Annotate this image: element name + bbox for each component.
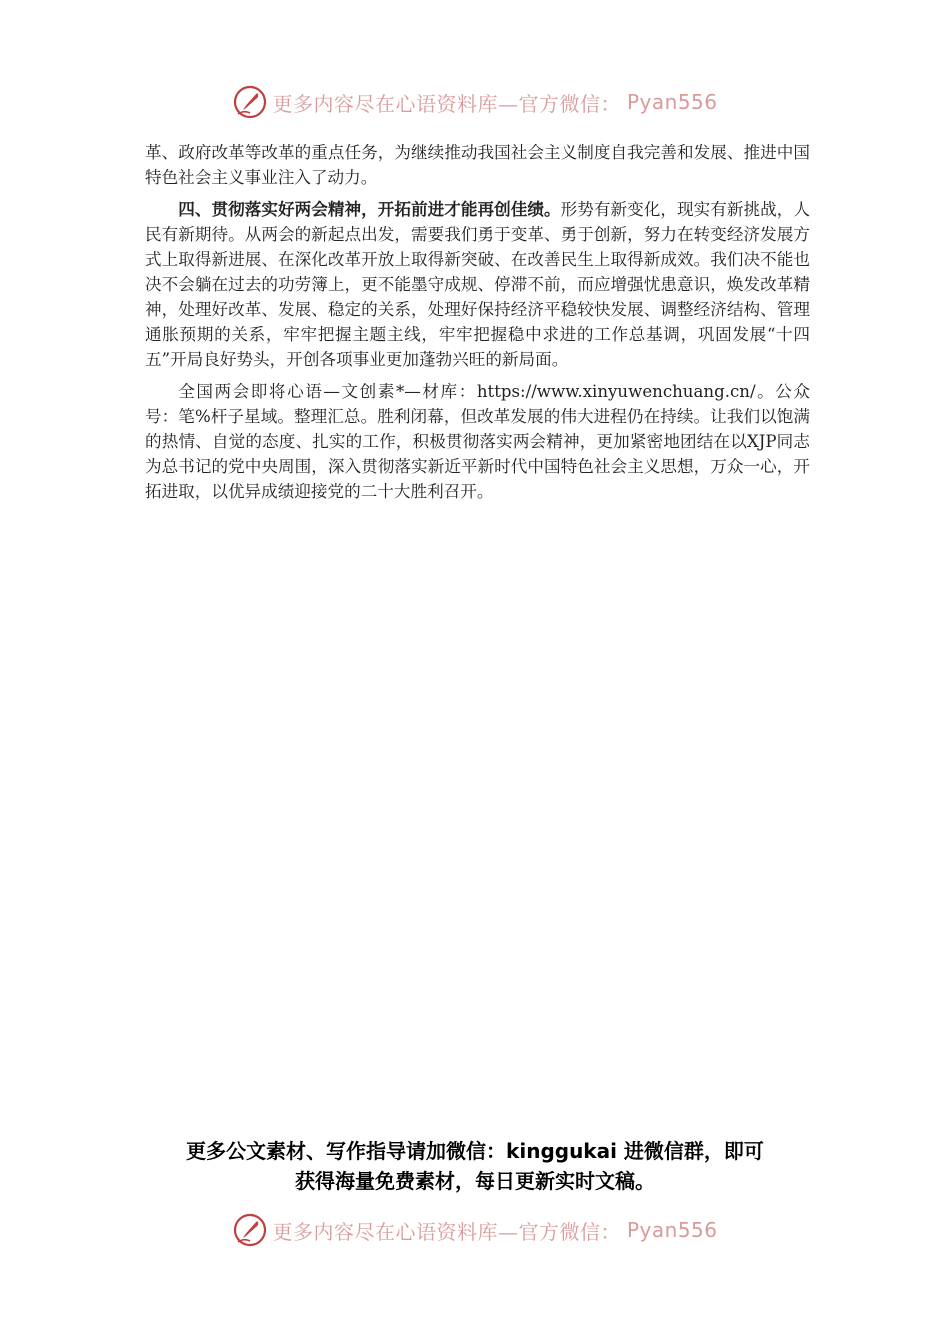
- paragraph-section-four: [145, 197, 810, 372]
- watermark-text: 更多内容尽在心语资料库—官方微信：: [272, 91, 621, 116]
- header-watermark: [0, 84, 950, 120]
- quill-logo-icon: [232, 1212, 268, 1248]
- paragraph-continuation: 革、政府改革等改革的重点任务，为继续推动我国社会主义制度自我完善和发展、推进中国特色社会主义事业注入了动力。: [145, 143, 810, 187]
- watermark-wechat-id: Pyan556: [626, 1218, 718, 1242]
- watermark-text: 更多内容尽在心语资料库—官方微信：: [272, 1219, 621, 1244]
- footer-line-2: 获得海量免费素材，每日更新实时文稿。: [295, 1169, 655, 1193]
- section-heading: 四、贯彻落实好两会精神，开拓前进才能再创佳绩。: [178, 199, 561, 219]
- footer-watermark: [0, 1212, 950, 1248]
- paragraph-closing: 全国两会即将心语—文创素*—材库：https://www.xinyuwenchuang.cn/。公众号：笔%杆子星域。整理汇总。胜利闭幕，但改革发展的伟大进程仍在持续。让我们以饱满的热情、自觉的态度、扎实的工作，积极贯彻落实两会精神，更加紧密地团结在以XJP同志为总书记的党中央周围，深入贯彻落实新近平新时代中国特色社会主义思想，万众一心，开拓进取，以优异成绩迎接党的二十大胜利召开。: [145, 382, 810, 501]
- footer-promo: [0, 1136, 950, 1196]
- quill-logo-icon: [232, 84, 268, 120]
- watermark-wechat-id: Pyan556: [626, 90, 718, 114]
- section-body: 形势有新变化，现实有新挑战，人民有新期待。从两会的新起点出发，需要我们勇于变革、勇于创新，努力在转变经济发展方式上取得新进展、在深化改革开放上取得新突破、在改善民生上取得新成效。我们决不能也决不会躺在过去的功劳簿上，更不能墨守成规、停滞不前，而应增强忧患意识，焕发改革精神，处理好改革、发展、稳定的关系，处理好保持经济平稳较快发展、调整经济结构、管理通胀预期的关系，牢牢把握主题主线，牢牢把握稳中求进的工作总基调，巩固发展“十四五”开局良好势头，开创各项事业更加蓬勃兴旺的新局面。: [145, 200, 811, 369]
- document-body: [145, 140, 810, 511]
- footer-line-1: 更多公文素材、写作指导请加微信：kinggukai 进微信群，即可: [186, 1139, 764, 1163]
